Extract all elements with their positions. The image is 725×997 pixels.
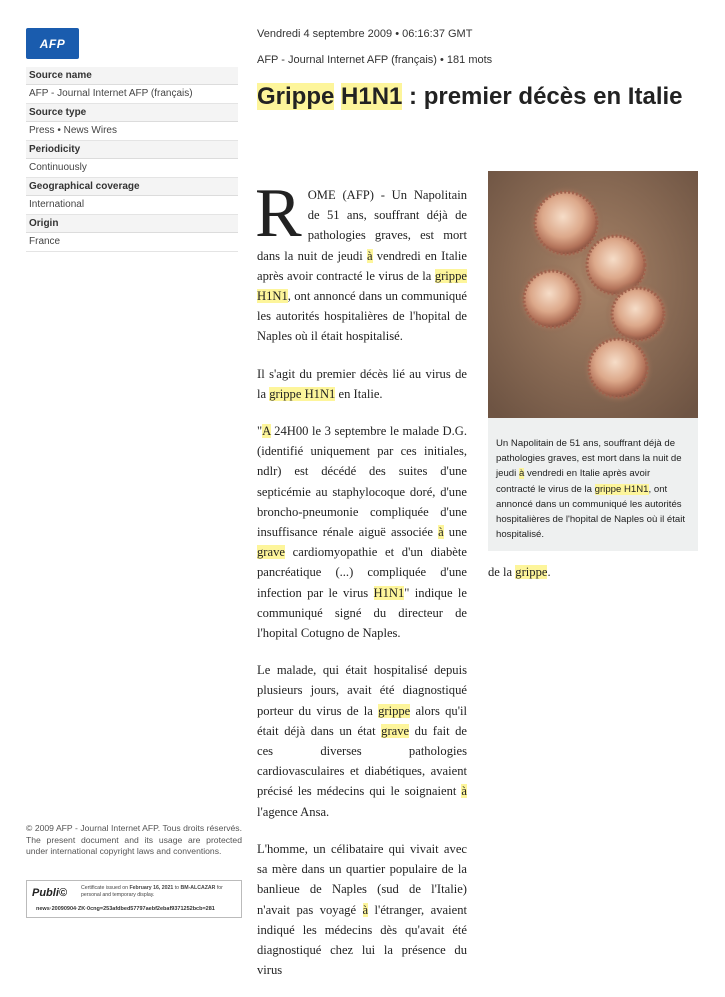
article-paragraph-5 <box>257 839 467 980</box>
p4-text-a: Le malade, qui était hospitalisé depuis plusieurs jours, avait été diagnostiqué porteur du virus de la <box>257 663 467 718</box>
publi-cert-recipient: BM-ALCAZAR <box>180 885 216 891</box>
publi-cert-text <box>81 885 239 898</box>
p2-highlight-grippe: grippe H1N1 <box>269 386 336 401</box>
p1-highlight-a: à <box>366 248 373 263</box>
headline <box>257 82 687 111</box>
caption-text-a: Un Napolitain de 51 ans, souffrant déjà de pathologies graves, est mort dans la nuit de jeudi <box>496 438 682 480</box>
caption-highlight-a: à <box>518 468 525 480</box>
photo-caption <box>488 418 698 551</box>
source-metadata <box>26 67 238 252</box>
article-paragraph-3 <box>257 421 467 643</box>
caption-text-b: vendredi en Italie après avoir contracté le virus de la <box>496 468 651 495</box>
h1n1-virus-micrograph <box>488 171 698 418</box>
p4-highlight-grave: grave <box>381 723 410 738</box>
continued-text-a: de la <box>488 565 516 579</box>
meta-label-source-type: Source type <box>26 104 238 122</box>
p3-text-d: " indique le communiqué signé du directeur de l'hopital Cotugno de Naples. <box>257 585 467 641</box>
copyright-notice: © 2009 AFP - Journal Internet AFP. Tous droits réservés. The present document and its usage are protected under international copyright laws and conventions. <box>26 823 242 856</box>
p4-text-d: l'agence Ansa. <box>257 804 330 819</box>
afp-logo <box>26 28 79 59</box>
p5-highlight-a: à <box>362 902 369 917</box>
photo-caption-text <box>496 436 692 542</box>
publi-certificate <box>26 880 242 918</box>
p3-highlight-grave: grave <box>257 545 285 560</box>
p3-text-a: 24H00 le 3 septembre le malade D.G. (identifié uniquement par ces initiales, ndlr) est décédé des suites d'une septicémie au staphylocoque doré, d'une broncho-pneumonie compliquée d'une insuffisance rénale aiguë associée <box>257 424 467 540</box>
meta-value-origin: France <box>26 233 238 252</box>
p1-text-b: vendredi en Italie après avoir contracté le virus de la <box>257 248 468 283</box>
p5-text-b: l'étranger, avaient indiqué les médecins dès qu'avait été diagnostiqué chez lui la présence du virus <box>257 902 468 978</box>
p1-text-a: OME (AFP) - Un Napolitain de 51 ans, souffrant déjà de pathologies graves, est mort dans la nuit de jeudi <box>257 188 467 263</box>
meta-label-periodicity: Periodicity <box>26 141 238 159</box>
article-body <box>255 175 468 997</box>
p3-highlight-h1n1: H1N1 <box>373 585 405 600</box>
publi-brand-logo: Publi© <box>32 887 67 899</box>
p3-quote-open: " <box>257 424 263 439</box>
meta-value-geo-coverage: International <box>26 196 238 215</box>
article-paragraph-2 <box>257 364 467 404</box>
p1-text-c: , ont annoncé dans un communiqué les autorités hospitalières de l'hopital de Naples où il était hospitalisé. <box>257 289 467 344</box>
p1-highlight-grippe: grippe H1N1 <box>257 268 467 304</box>
headline-highlight-h1n1: H1N1 <box>341 83 403 110</box>
article-continued <box>488 565 551 580</box>
p4-text-c: du fait de ces diverses pathologies cardiovasculaires et diabétiques, avaient précisé les médecins qui le soignaient <box>257 723 467 799</box>
p3-text-c: cardiomyopathie et d'un diabète pancréatique (...) compliquée d'une infection par le virus <box>257 545 467 600</box>
meta-label-source-name: Source name <box>26 67 238 85</box>
p3-highlight-a-cap: A <box>262 424 271 439</box>
continued-highlight-grippe: grippe <box>515 565 548 579</box>
p3-highlight-a: à <box>438 525 444 540</box>
meta-value-source-type: Press • News Wires <box>26 122 238 141</box>
meta-label-origin: Origin <box>26 215 238 233</box>
article-paragraph-4 <box>257 660 467 822</box>
meta-label-geo-coverage: Geographical coverage <box>26 178 238 196</box>
caption-highlight-grippe: grippe H1N1 <box>594 483 649 495</box>
virus-photo <box>488 171 698 418</box>
headline-rest: : premier décès en Italie <box>402 83 683 110</box>
publi-cert-prefix: Certificate issued on <box>81 885 130 891</box>
publi-cert-date: February 16, 2021 <box>129 885 174 891</box>
article-paragraph-1 <box>255 175 468 347</box>
meta-value-source-name: AFP - Journal Internet AFP (français) <box>26 85 238 104</box>
afp-logo-text: AFP <box>39 36 66 51</box>
publi-cert-mid: to <box>173 885 181 891</box>
dateline: Vendredi 4 septembre 2009 • 06:16:37 GMT <box>257 28 473 40</box>
p3-text-b: une <box>443 525 467 540</box>
p5-text-a: L'homme, un célibataire qui vivait avec sa mère dans un quartier populaire de la banlieue de Naples (sud de l'Italie) n'avait pas voyagé <box>257 841 467 917</box>
publi-cert-suffix: for personal and temporary display. <box>81 885 223 898</box>
caption-text-c: , ont annoncé dans un communiqué les autorités hospitalières de l'hopital de Naples où il était hospitalisé. <box>496 483 686 541</box>
p2-text-a: Il s'agit du premier décès lié au virus de la <box>257 366 467 401</box>
p4-highlight-grippe: grippe <box>378 703 411 718</box>
p2-text-b: en Italie. <box>335 386 383 401</box>
p4-highlight-a: à <box>461 784 467 799</box>
publi-document-id: news·20090904·ZK·0cng=253afdbed57797aebf2ebaf9371252bcb=281 <box>36 906 215 912</box>
headline-highlight-grippe: Grippe <box>257 83 335 110</box>
p4-text-b: alors qu'il était déjà dans un état <box>257 703 467 738</box>
continued-text-b: . <box>547 565 551 579</box>
meta-value-periodicity: Continuously <box>26 159 238 178</box>
drop-cap: R <box>255 175 302 252</box>
source-line: AFP - Journal Internet AFP (français) • 181 mots <box>257 54 493 66</box>
